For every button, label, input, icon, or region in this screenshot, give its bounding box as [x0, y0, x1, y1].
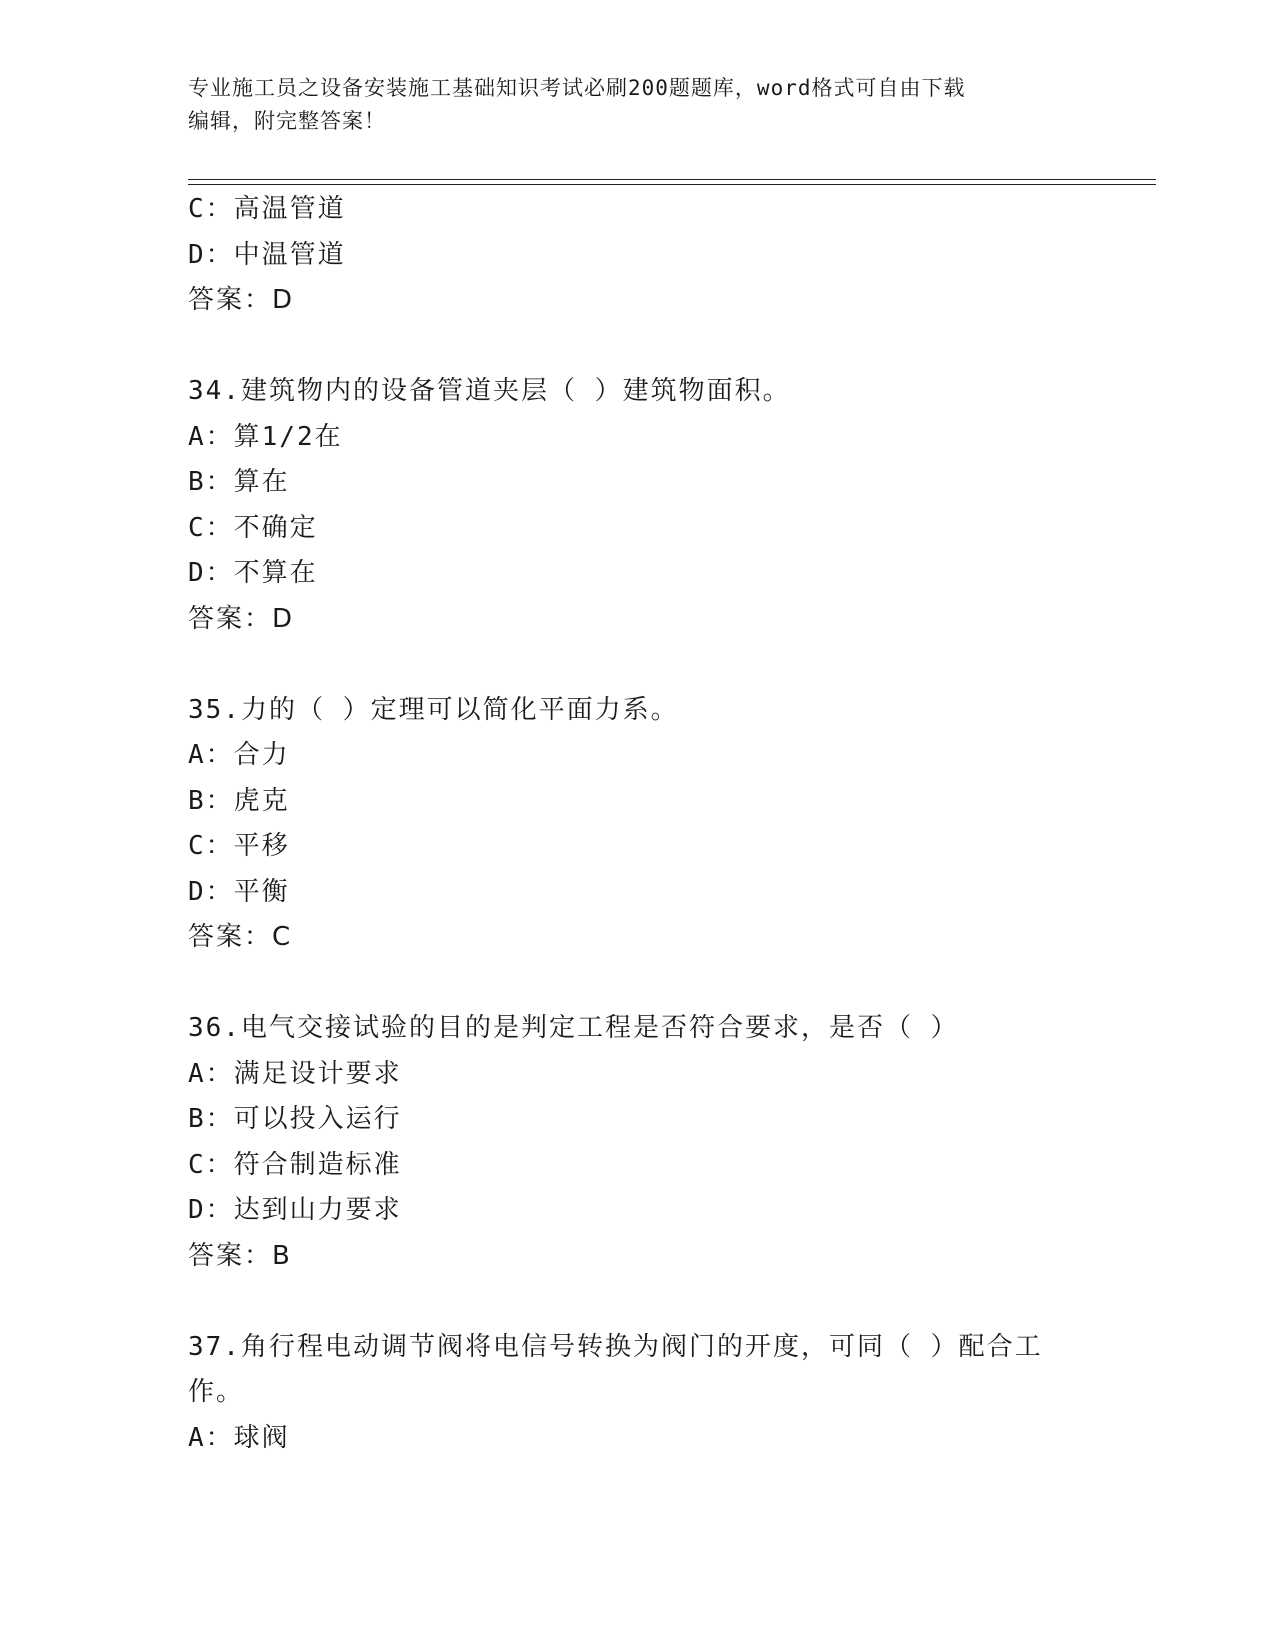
answer-line	[188, 915, 1108, 961]
option-b: B：算在	[188, 467, 290, 497]
answer-value: D	[272, 603, 295, 634]
option-d: D：平衡	[188, 876, 290, 907]
option-b: B：可以投入运行	[188, 1104, 402, 1134]
question-text-line-2: 作。	[188, 1377, 245, 1407]
question-text: 36.电气交接试验的目的是判定工程是否符合要求，是否（ ）	[188, 1013, 959, 1043]
question-text-line-1: 37.角行程电动调节阀将电信号转换为阀门的开度，可同（ ）配合工	[188, 1331, 1043, 1362]
option-a: A：合力	[188, 740, 290, 770]
answer-label: 答案：	[188, 1240, 273, 1271]
question-list	[188, 187, 1108, 1461]
option-a: A：算1/2在	[188, 421, 343, 452]
option-d: D：达到山力要求	[188, 1195, 402, 1225]
answer-label: 答案：	[188, 603, 273, 634]
question-35	[188, 688, 1108, 961]
answer-line	[188, 278, 1108, 324]
question-text: 35.力的（ ）定理可以简化平面力系。	[188, 694, 679, 725]
answer-label: 答案：	[188, 285, 273, 315]
option-c: C：平移	[188, 831, 290, 861]
document-header	[188, 72, 1088, 138]
option-d: D：中温管道	[188, 239, 346, 270]
option-c: C：高温管道	[188, 194, 346, 224]
option-a: A：满足设计要求	[188, 1058, 402, 1089]
header-title-line-2: 编辑，附完整答案！	[188, 109, 386, 133]
question-33-tail	[188, 187, 1108, 324]
question-34	[188, 369, 1108, 642]
option-c: C：不确定	[188, 512, 318, 543]
question-text: 34.建筑物内的设备管道夹层（ ）建筑物面积。	[188, 376, 791, 406]
header-title-line-1: 专业施工员之设备安装施工基础知识考试必刷200题题库，word格式可自由下载	[188, 76, 966, 100]
question-37	[188, 1325, 1108, 1462]
header-divider	[188, 179, 1156, 185]
option-c: C：符合制造标准	[188, 1149, 402, 1180]
option-d: D：不算在	[188, 558, 318, 588]
option-a: A：球阀	[188, 1422, 290, 1453]
option-b: B：虎克	[188, 785, 290, 816]
answer-value: C	[272, 922, 293, 952]
answer-line	[188, 1234, 1108, 1280]
question-36	[188, 1006, 1108, 1279]
answer-line	[188, 597, 1108, 643]
answer-value: D	[272, 285, 295, 315]
answer-label: 答案：	[188, 922, 273, 952]
answer-value: B	[272, 1240, 292, 1271]
